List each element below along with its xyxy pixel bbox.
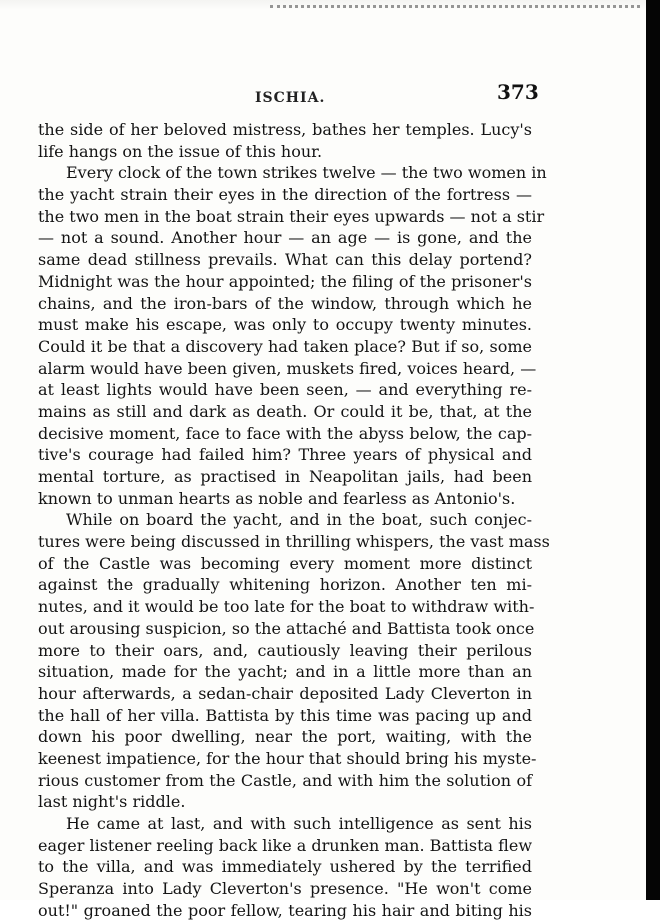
text-line: chains, and the iron-bars of the window, through which he <box>38 293 532 313</box>
text-line: out!" groaned the poor fellow, tearing his hair and biting his <box>38 900 532 920</box>
text-line: He came at last, and with such intelligence as sent his <box>66 814 532 833</box>
text-line: more to their oars, and, cautiously leaving their perilous <box>38 640 532 660</box>
text-line: Speranza into Lady Cleverton's presence. "He won't come <box>38 879 532 899</box>
page-number: 373 <box>497 80 539 104</box>
text-line: of the Castle was becoming every moment more distinct <box>38 553 532 573</box>
text-line: Every clock of the town strikes twelve — the two women in <box>66 163 547 183</box>
text-line: must make his escape, was only to occupy twenty minutes. <box>38 315 532 335</box>
text-line: same dead stillness prevails. What can this delay portend? <box>38 250 532 270</box>
text-line: eager listener reeling back like a drunken man. Battista flew <box>38 835 533 855</box>
text-line: last night's riddle. <box>38 792 186 812</box>
text-line: the hall of her villa. Battista by this time was pacing up and <box>38 705 532 725</box>
text-line: life hangs on the issue of this hour. <box>38 141 323 161</box>
text-line: mains as still and dark as death. Or could it be, that, at the <box>38 401 532 421</box>
page-header <box>0 80 646 110</box>
text-line: — not a sound. Another hour — an age — is gone, and the <box>38 228 532 248</box>
text-line: the yacht strain their eyes in the direction of the fortress — <box>38 185 532 205</box>
text-line: hour afterwards, a sedan-chair deposited Lady Cleverton in <box>38 683 532 703</box>
text-line: While on board the yacht, and in the boat, such conjec- <box>66 510 532 530</box>
text-line: Could it be that a discovery had taken place? But if so, some <box>38 336 532 356</box>
text-line: the two men in the boat strain their eyes upwards — not a stir <box>38 206 545 226</box>
text-line: tures were being discussed in thrilling whispers, the vast mass <box>38 532 550 552</box>
text-line: to the villa, and was immediately ushered by the terrified <box>38 857 532 877</box>
text-line: out arousing suspicion, so the attaché and Battista took once <box>38 618 535 638</box>
text-line: situation, made for the yacht; and in a little more than an <box>38 662 532 682</box>
text-line: the side of her beloved mistress, bathes her temples. Lucy's <box>38 120 532 139</box>
text-line: tive's courage had failed him? Three years of physical and <box>38 445 532 465</box>
text-line: keenest impatience, for the hour that should bring his myste- <box>38 748 537 768</box>
scan-dark-edge <box>646 0 660 900</box>
text-line: mental torture, as practised in Neapolitan jails, had been <box>38 467 532 486</box>
text-line: alarm would have been given, muskets fired, voices heard, — <box>38 358 537 378</box>
text-line: nutes, and it would be too late for the boat to withdraw with- <box>38 597 535 617</box>
text-line: decisive moment, face to face with the abyss below, the cap- <box>38 423 532 443</box>
text-line: against the gradually whitening horizon. Another ten mi- <box>38 575 532 595</box>
text-line: rious customer from the Castle, and with him the solution of <box>38 770 532 790</box>
text-line: down his poor dwelling, near the port, waiting, with the <box>38 727 532 747</box>
text-line: at least lights would have been seen, — and everything re- <box>38 380 532 400</box>
text-line: Midnight was the hour appointed; the filing of the prisoner's <box>38 271 532 291</box>
text-line: known to unman hearts as noble and fearless as Antonio's. <box>38 488 516 508</box>
scan-specks <box>270 5 640 14</box>
running-head: ISCHIA. <box>255 90 326 106</box>
body-text <box>38 119 550 921</box>
